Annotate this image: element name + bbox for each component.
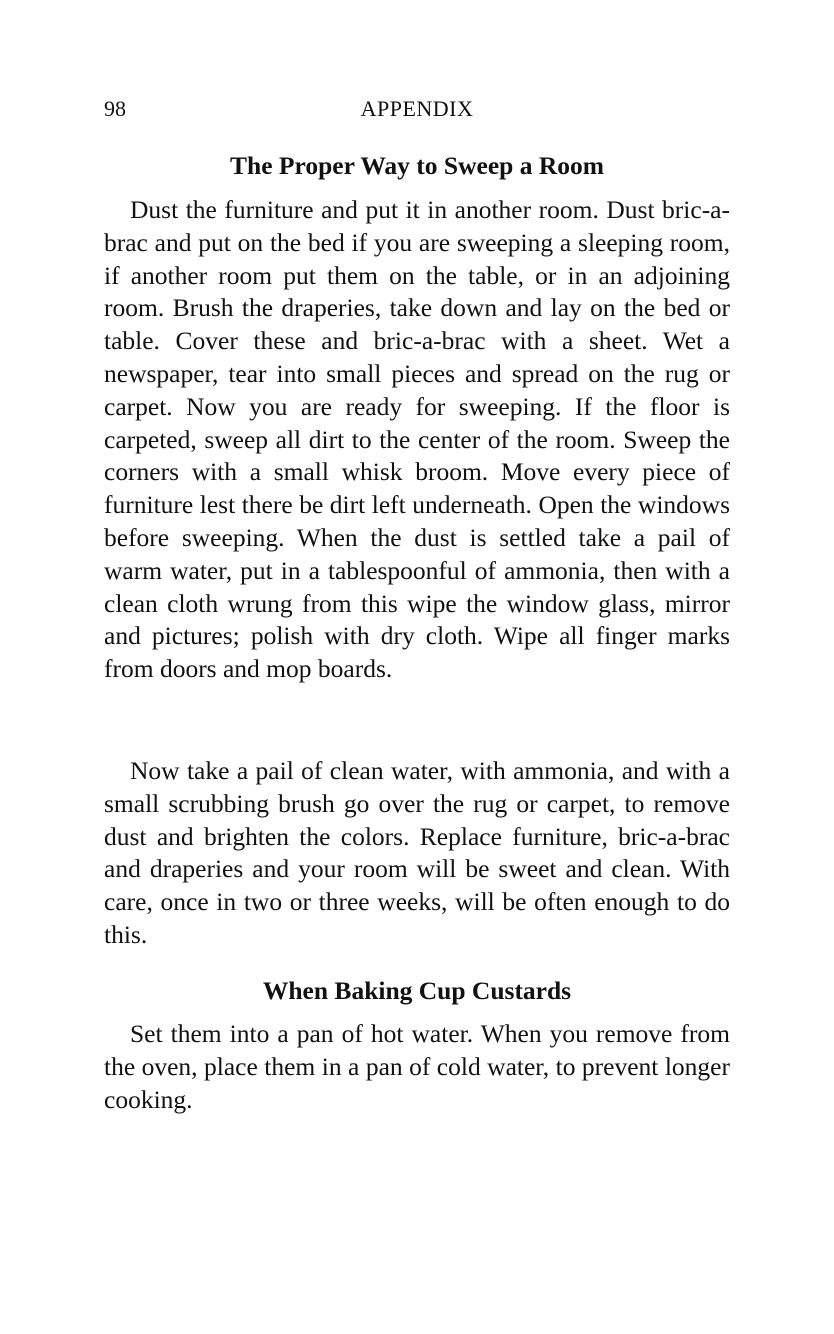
paragraph-sweep-room-2: Now take a pail of clean water, with ammonia, and with a small scrubbing brush go over the rug or carpet, to remove dust and brighten the colors. Replace furniture, bric-a-brac and draperies and your room will be sweet and clean. With care, once in two or three weeks, will be often enough to do this. (104, 756, 730, 949)
running-title: APPENDIX (360, 96, 474, 121)
paragraph-cup-custards: Set them into a pan of hot water. When you remove from the oven, place them in a pan of cold water, to prevent longer cooking. (104, 1019, 730, 1114)
paragraph-sweep-room-1: Dust the furniture and put it in another room. Dust bric-a-brac and put on the bed if you are sweeping a sleeping room, if another room put them on the table, or in an adjoining room. Brush the draperies, take down and lay on the bed or table. Cover these and bric-a-brac with a sheet. Wet a newspaper, tear into small pieces and spread on the rug or carpet. Now you are ready for sweeping. If the floor is carpeted, sweep all dirt to the center of the room. Sweep the corners with a small whisk broom. Move every piece of furniture lest there be dirt left underneath. Open the windows before sweeping. When the dust is settled take a pail of warm water, put in a tablespoonful of ammonia, then with a clean cloth wrung from this wipe the window glass, mirror and pictures; polish with dry cloth. Wipe all finger marks from doors and mop boards. (104, 195, 730, 684)
page-number: 98 (104, 96, 126, 121)
section-title-cup-custards: When Baking Cup Custards (262, 976, 572, 1005)
section-title-sweep-room: The Proper Way to Sweep a Room (230, 151, 604, 180)
running-head (104, 96, 730, 126)
